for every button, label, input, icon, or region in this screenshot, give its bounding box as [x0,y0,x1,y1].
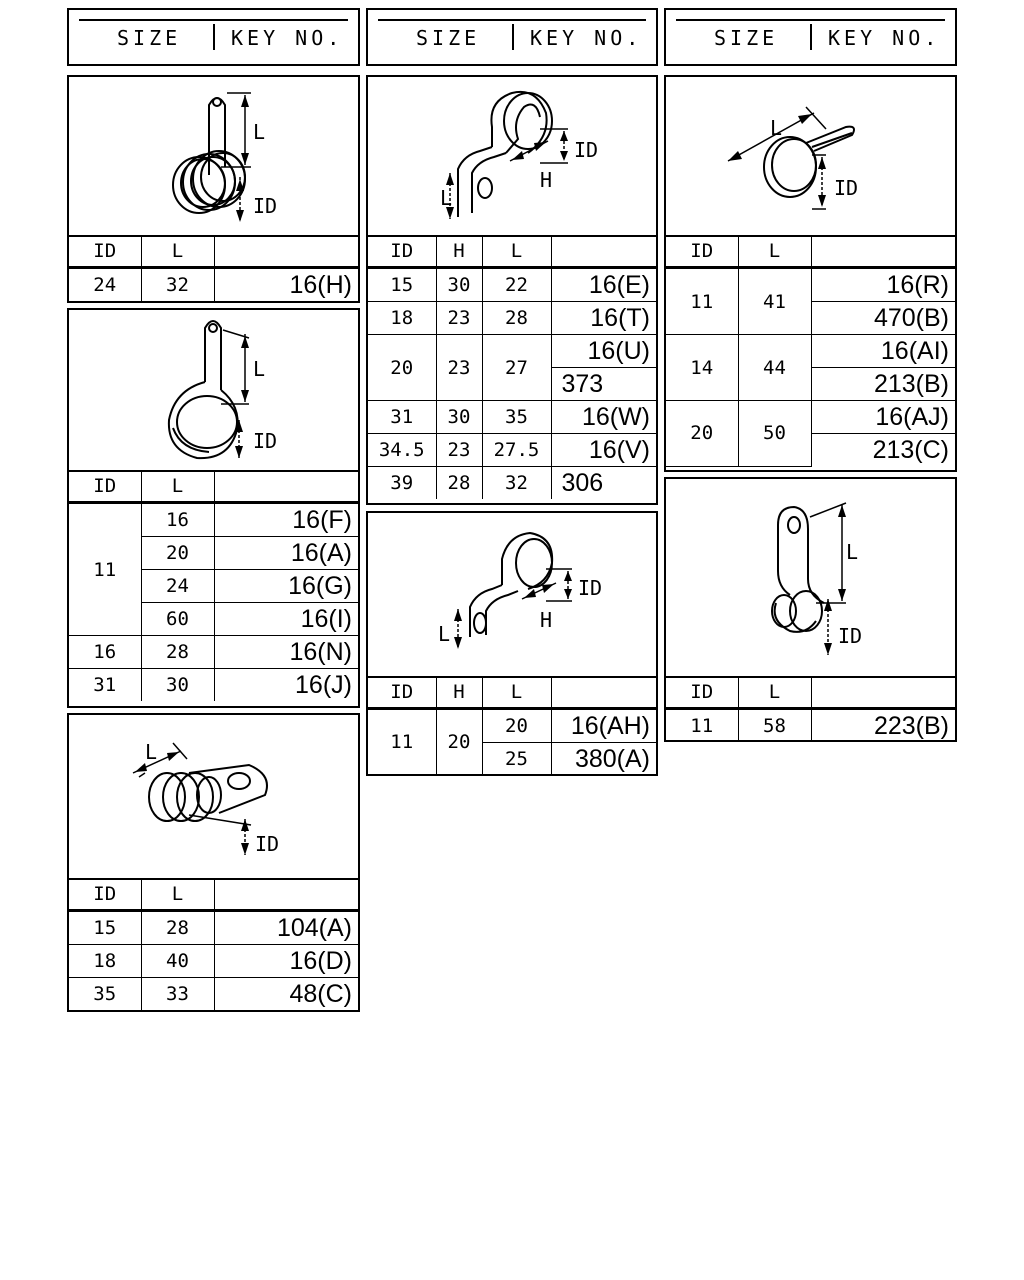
cell-key: 16(W) [551,401,656,434]
col-id-header: ID [368,676,436,709]
col-id-header: ID [368,235,436,268]
col-id-header: ID [666,235,738,268]
dim-l-label: L [440,186,453,210]
cell-l: 25 [482,743,551,776]
cushion-clamp-drawing [69,715,358,878]
cell-key: 16(V) [551,434,656,467]
size-key-header-1 [67,8,360,66]
size-label: SIZE [714,26,779,50]
cell-key: 470(B) [811,302,955,335]
cell-l: 33 [141,978,214,1011]
col-id-header: ID [666,676,738,709]
dim-l-label: L [145,740,158,764]
key-no-label: KEY NO. [828,26,941,50]
cell-key: 380(A) [551,743,656,776]
cell-id: 39 [368,467,436,500]
table-row [666,335,955,368]
col-key-header [214,235,358,268]
table-row [69,911,358,945]
cell-id: 18 [69,945,141,978]
size-key-header-2 [366,8,658,66]
header-rule [676,19,945,21]
table-row [69,978,358,1011]
offset-clamp-drawing [368,77,656,235]
col-id-header: ID [69,235,141,268]
col-key-header [551,676,656,709]
cell-h: 30 [436,401,482,434]
cell-id: 20 [666,401,738,467]
col-l-header: L [482,676,551,709]
cell-id: 15 [69,911,141,945]
clamp-d-table [368,235,656,499]
cell-id: 18 [368,302,436,335]
offset-clamp-small-drawing [368,513,656,676]
cell-key: 16(A) [214,537,358,570]
dim-id-label: ID [834,176,859,200]
col-key-header [551,235,656,268]
cell-l: 30 [141,669,214,702]
cell-id: 34.5 [368,434,436,467]
col-h-header: H [436,676,482,709]
cell-h: 28 [436,467,482,500]
cell-key: 16(G) [214,570,358,603]
size-label: SIZE [416,26,481,50]
dim-h-label: H [540,608,553,632]
col-id-header: ID [69,470,141,503]
col-l-header: L [482,235,551,268]
cell-key: 16(E) [551,268,656,302]
cell-key: 306 [551,467,656,500]
dim-l-label: L [770,116,783,140]
clamp-c-figure [69,715,358,880]
cell-key: 16(F) [214,503,358,537]
cell-id: 20 [368,335,436,401]
cell-l: 35 [482,401,551,434]
clamp-e-table [368,676,656,776]
dim-id-label: ID [253,429,278,453]
cell-l: 27.5 [482,434,551,467]
table-row [666,709,955,743]
dim-id-label: ID [255,832,280,856]
cell-h: 23 [436,335,482,401]
table-row [69,945,358,978]
cell-key: 16(R) [811,268,955,302]
col-l-header: L [141,235,214,268]
size-key-header-3 [664,8,957,66]
dim-id-label: ID [574,138,599,162]
cell-id: 11 [368,709,436,776]
cell-key: 16(J) [214,669,358,702]
header-rule [378,19,646,21]
dim-id-label: ID [578,576,603,600]
clamp-b-table [69,470,358,701]
table-row [69,636,358,669]
cell-l: 24 [141,570,214,603]
table-row [368,302,656,335]
clamp-e-panel [366,511,658,776]
cell-key: 16(AJ) [811,401,955,434]
clamp-g-figure [666,479,955,678]
cell-key: 48(C) [214,978,358,1011]
cell-l: 44 [738,335,811,401]
loop-clamp-drawing [666,479,955,676]
table-row [69,268,358,302]
cell-h: 20 [436,709,482,776]
clamp-f-table [666,235,955,467]
cell-l: 41 [738,268,811,335]
cell-l: 28 [141,636,214,669]
col-l-header: L [738,676,811,709]
cell-id: 14 [666,335,738,401]
cell-l: 58 [738,709,811,743]
cell-id: 24 [69,268,141,302]
dim-l-label: L [438,622,451,646]
cell-id: 11 [666,709,738,743]
header-rule [79,19,348,21]
col-key-header [811,235,955,268]
cell-l: 16 [141,503,214,537]
table-row [368,268,656,302]
cell-key: 16(N) [214,636,358,669]
clamp-d-figure [368,77,656,237]
cell-key: 373 [551,368,656,401]
cell-id: 15 [368,268,436,302]
col-key-header [214,470,358,503]
key-no-label: KEY NO. [231,26,344,50]
cell-key: 213(B) [811,368,955,401]
table-row [368,434,656,467]
cell-l: 60 [141,603,214,636]
col-key-header [811,676,955,709]
col-key-header [214,878,358,911]
col-l-header: L [141,878,214,911]
clamp-b-figure [69,310,358,472]
cell-h: 23 [436,434,482,467]
clamp-g-table [666,676,955,742]
cell-h: 30 [436,268,482,302]
clamp-a-figure [69,77,358,237]
dim-id-label: ID [253,194,278,218]
col-h-header: H [436,235,482,268]
col-l-header: L [738,235,811,268]
clamp-d-panel [366,75,658,505]
cell-key: 16(H) [214,268,358,302]
cell-id: 11 [666,268,738,335]
col-id-header: ID [69,878,141,911]
cell-l: 22 [482,268,551,302]
header-divider [213,24,215,50]
size-label: SIZE [117,26,182,50]
cell-l: 32 [141,268,214,302]
clamp-f-panel [664,75,957,472]
cell-key: 16(AH) [551,709,656,743]
cell-l: 50 [738,401,811,467]
clamp-c-panel [67,713,360,1012]
table-row [69,669,358,702]
clamp-a-table [69,235,358,301]
cell-l: 20 [482,709,551,743]
cell-l: 32 [482,467,551,500]
cell-key: 16(D) [214,945,358,978]
clamp-e-figure [368,513,656,678]
header-divider [512,24,514,50]
header-divider [810,24,812,50]
table-row [69,503,358,537]
p-clamp-drawing [69,310,358,470]
table-row [666,401,955,434]
cell-l: 40 [141,945,214,978]
band-clamp-drawing [666,77,955,235]
table-row [666,268,955,302]
dim-l-label: L [253,120,266,144]
key-no-label: KEY NO. [530,26,643,50]
cell-id: 31 [368,401,436,434]
dim-l-label: L [846,540,859,564]
cell-key: 16(AI) [811,335,955,368]
cell-key: 213(C) [811,434,955,467]
clamp-g-panel [664,477,957,742]
dim-l-label: L [253,357,266,381]
dim-h-label: H [540,168,553,192]
cell-key: 223(B) [811,709,955,743]
clamp-a-panel [67,75,360,303]
clamp-b-panel [67,308,360,708]
clamp-c-table [69,878,358,1010]
coil-clamp-drawing [69,77,358,235]
table-row [368,401,656,434]
col-l-header: L [141,470,214,503]
cell-key: 104(A) [214,911,358,945]
cell-l: 28 [141,911,214,945]
cell-id: 16 [69,636,141,669]
dim-id-label: ID [838,624,863,648]
cell-l: 28 [482,302,551,335]
cell-key: 16(I) [214,603,358,636]
cell-h: 23 [436,302,482,335]
table-row [368,335,656,368]
cell-key: 16(U) [551,335,656,368]
cell-l: 20 [141,537,214,570]
cell-key: 16(T) [551,302,656,335]
table-row [368,709,656,743]
cell-id: 11 [69,503,141,636]
cell-id: 35 [69,978,141,1011]
clamp-f-figure [666,77,955,237]
cell-id: 31 [69,669,141,702]
table-row [368,467,656,500]
cell-l: 27 [482,335,551,401]
